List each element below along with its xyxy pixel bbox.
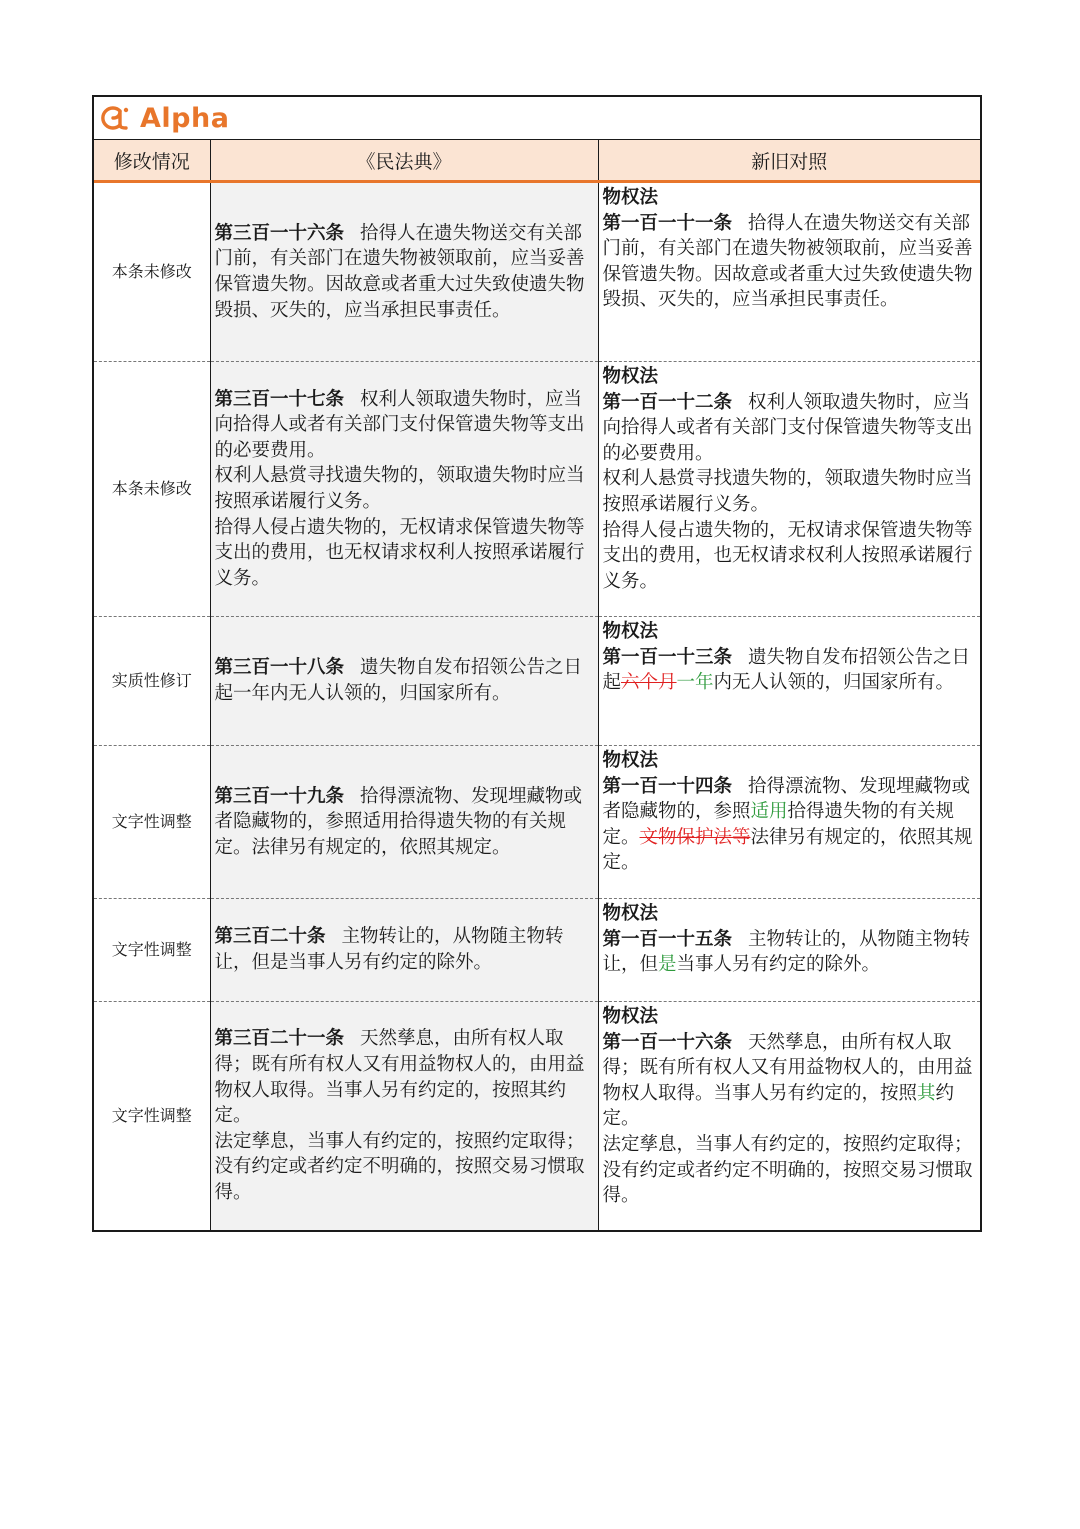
civil-code-cell	[210, 617, 598, 746]
civil-code-cell	[210, 1002, 598, 1231]
header-status: 修改情况	[94, 140, 210, 182]
article-paragraph	[603, 390, 979, 467]
added-text: 其	[917, 1082, 936, 1104]
law-name: 物权法	[602, 750, 659, 771]
table-row	[94, 617, 980, 746]
article-text: 权利人领取遗失物时，应当向拾得人或者有关部门支付保管遗失物等支出的必要费用。	[602, 391, 973, 464]
added-text: 是	[658, 954, 677, 976]
table-row	[94, 746, 980, 899]
article-text: 拾得人在遗失物送交有关部门前，有关部门在遗失物被领取前，应当妥善保管遗失物。因故意或者重大过失致使遗失物毁损、灭失的，应当承担民事责任。	[602, 212, 973, 311]
comparison-document	[92, 95, 982, 1232]
article-paragraph	[603, 1030, 979, 1132]
table-row	[94, 1002, 980, 1231]
article-number: 第三百二十条	[214, 926, 326, 948]
added-text: 适用	[750, 801, 788, 823]
header-comparison: 新旧对照	[598, 140, 980, 182]
status-cell: 本条未修改	[94, 362, 210, 617]
old-law-cell	[598, 182, 980, 362]
article-number: 第一百一十三条	[602, 646, 733, 668]
article-text: 主物转让的，从物随主物转让，但	[602, 928, 971, 976]
article-number: 第一百一十二条	[602, 391, 733, 413]
article-paragraph: 权利人悬赏寻找遗失物的，领取遗失物时应当按照承诺履行义务。	[602, 468, 973, 515]
article-text: 拾得漂流物、发现埋藏物或者隐藏物的，参照适用拾得遗失物的有关规定。法律另有规定的，依照其规定。	[214, 785, 583, 858]
brand-name: Alpha	[140, 102, 230, 134]
article-number: 第一百一十六条	[602, 1031, 733, 1053]
article-text: 法律另有规定的，依照其规定。	[602, 826, 973, 874]
law-name: 物权法	[602, 366, 659, 387]
civil-code-cell	[210, 182, 598, 362]
status-cell: 文字性调整	[94, 746, 210, 899]
article-text: 拾得漂流物、发现埋藏物或者隐藏物的，参照	[602, 775, 971, 823]
article-number: 第一百一十四条	[602, 775, 733, 797]
article-text: 天然孳息，由所有权人取得；既有所有权人又有用益物权人的，由用益物权人取得。当事人另有约定的，按照其约定。	[214, 1028, 585, 1127]
article-paragraph: 权利人悬赏寻找遗失物的，领取遗失物时应当按照承诺履行义务。	[214, 465, 585, 512]
article-paragraph	[215, 387, 596, 464]
civil-code-cell	[210, 362, 598, 617]
status-cell: 文字性调整	[94, 899, 210, 1002]
law-name: 物权法	[602, 903, 659, 924]
table-header-row	[94, 140, 980, 182]
status-cell: 实质性修订	[94, 617, 210, 746]
table-row	[94, 362, 980, 617]
status-cell: 文字性调整	[94, 1002, 210, 1231]
article-number: 第三百一十六条	[214, 222, 345, 244]
alpha-logo-icon	[100, 103, 130, 133]
brand-header	[94, 97, 980, 140]
article-number: 第三百一十七条	[214, 388, 345, 410]
article-text: 遗失物自发布招领公告之日起一年内无人认领的，归国家所有。	[214, 657, 583, 704]
article-number: 第一百一十五条	[602, 928, 733, 950]
article-number: 第三百二十一条	[214, 1028, 345, 1050]
civil-code-cell	[210, 899, 598, 1002]
comparison-table	[94, 140, 980, 1230]
article-text: 遗失物自发布招领公告之日起	[602, 646, 971, 694]
table-row	[94, 182, 980, 362]
status-cell: 本条未修改	[94, 182, 210, 362]
article-paragraph: 拾得人侵占遗失物的，无权请求保管遗失物等支出的费用，也无权请求权利人按照承诺履行义务。	[602, 519, 973, 592]
article-paragraph: 拾得人侵占遗失物的，无权请求保管遗失物等支出的费用，也无权请求权利人按照承诺履行义务。	[214, 516, 585, 589]
civil-code-cell	[210, 746, 598, 899]
article-number: 第三百一十八条	[214, 657, 345, 679]
article-paragraph: 法定孳息，当事人有约定的，按照约定取得；没有约定或者约定不明确的，按照交易习惯取得。	[602, 1133, 973, 1207]
article-number: 第三百一十九条	[214, 785, 345, 807]
article-text: 天然孳息，由所有权人取得；既有所有权人又有用益物权人的，由用益物权人取得。当事人另有约定的，按照	[602, 1031, 973, 1104]
old-law-cell	[598, 899, 980, 1002]
article-text: 权利人领取遗失物时，应当向拾得人或者有关部门支付保管遗失物等支出的必要费用。	[214, 388, 585, 461]
article-number: 第一百一十一条	[602, 212, 733, 234]
article-text: 拾得遗失物的有关规定。	[602, 801, 955, 848]
header-civil-code: 《民法典》	[210, 140, 598, 182]
table-row	[94, 899, 980, 1002]
old-law-cell	[598, 1002, 980, 1231]
old-law-cell	[598, 617, 980, 746]
article-text: 主物转让的，从物随主物转让，但是当事人另有约定的除外。	[214, 926, 564, 973]
law-name: 物权法	[602, 621, 659, 642]
article-paragraph	[215, 1026, 596, 1128]
deleted-text: 文物保护法等	[639, 826, 751, 848]
added-text: 一年	[676, 672, 714, 694]
article-paragraph: 法定孳息，当事人有约定的，按照约定取得；没有约定或者约定不明确的，按照交易习惯取得。	[214, 1130, 585, 1203]
deleted-text: 六个月	[621, 672, 677, 694]
article-text: 约定。	[602, 1082, 955, 1130]
old-law-cell	[598, 746, 980, 899]
old-law-cell	[598, 362, 980, 617]
article-text: 拾得人在遗失物送交有关部门前，有关部门在遗失物被领取前，应当妥善保管遗失物。因故意或者重大过失致使遗失物毁损、灭失的，应当承担民事责任。	[214, 222, 585, 321]
article-text: 当事人另有约定的除外。	[676, 954, 881, 976]
law-name: 物权法	[602, 187, 659, 208]
law-name: 物权法	[602, 1006, 659, 1027]
article-text: 内无人认领的，归国家所有。	[713, 672, 955, 694]
